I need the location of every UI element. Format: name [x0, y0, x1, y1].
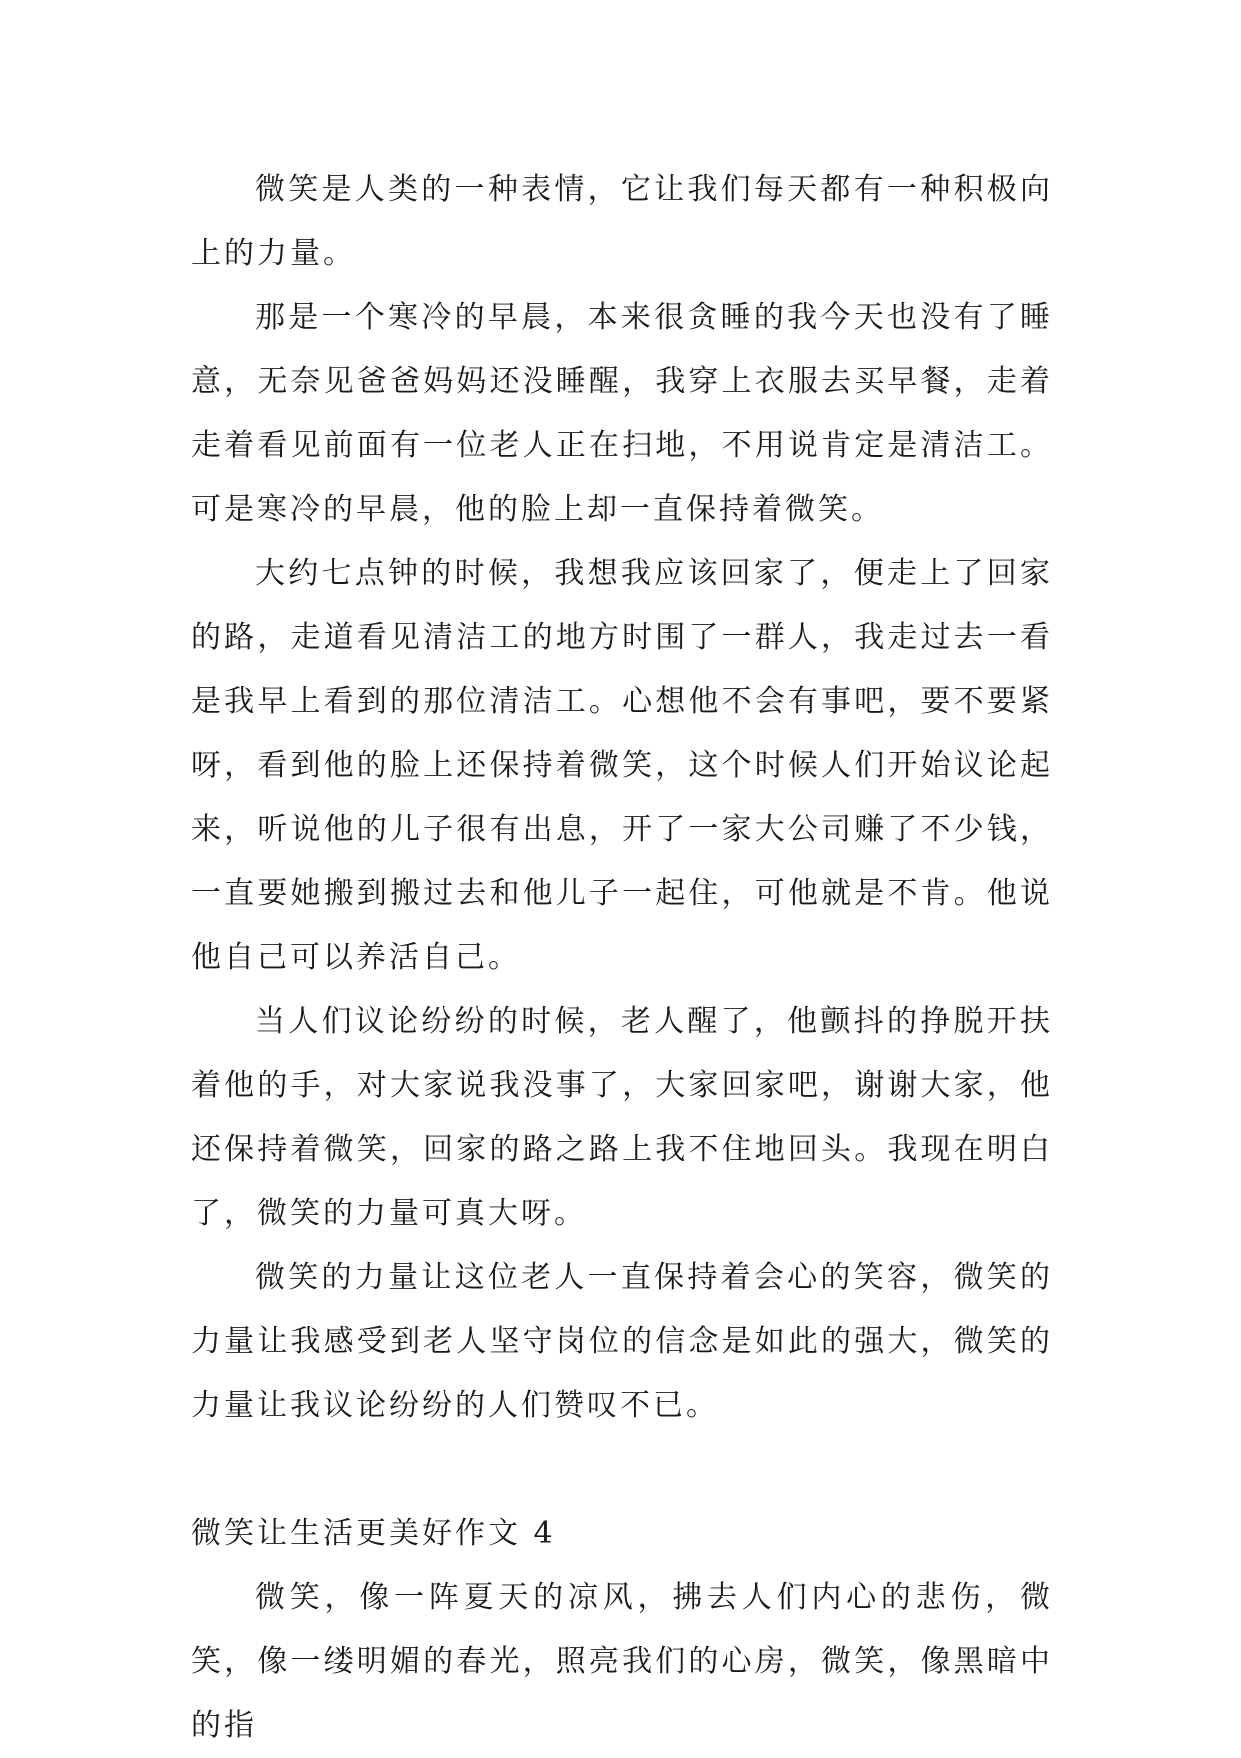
paragraph-old-man-wakes: 当人们议论纷纷的时候，老人醒了，他颤抖的挣脱开扶着他的手，对大家说我没事了，大家回家吧，谢谢大家，他还保持着微笑，回家的路之路上我不住地回头。我现在明白了，微笑的力量可真大呀。 — [191, 1004, 1053, 1231]
document-body — [191, 158, 1053, 1758]
paragraph-intro: 微笑是人类的一种表情，它让我们每天都有一种积极向上的力量。 — [191, 172, 1053, 271]
paragraph-conclusion: 微笑的力量让这位老人一直保持着会心的笑容，微笑的力量让我感受到老人坚守岗位的信念是如此的强大，微笑的力量让我议论纷纷的人们赞叹不已。 — [191, 1260, 1053, 1423]
section-heading: 微笑让生活更美好作文 4 — [191, 1516, 556, 1551]
paragraph-seven-oclock: 大约七点钟的时候，我想我应该回家了，便走上了回家的路，走道看见清洁工的地方时围了一群人，我走过去一看是我早上看到的那位清洁工。心想他不会有事吧，要不要紧呀，看到他的脸上还保持着微笑，这个时候人们开始议论起来，听说他的儿子很有出息，开了一家大公司赚了不少钱，一直要她搬到搬过去和他儿子一起住，可他就是不肯。他说他自己可以养活自己。 — [191, 556, 1053, 975]
paragraph-section-start: 微笑，像一阵夏天的凉风，拂去人们内心的悲伤，微笑，像一缕明媚的春光，照亮我们的心房，微笑，像黑暗中的指 — [191, 1580, 1053, 1743]
paragraph-morning: 那是一个寒冷的早晨，本来很贪睡的我今天也没有了睡意，无奈见爸爸妈妈还没睡醒，我穿上衣服去买早餐，走着走着看见前面有一位老人正在扫地，不用说肯定是清洁工。可是寒冷的早晨，他的脸上却一直保持着微笑。 — [191, 300, 1053, 527]
